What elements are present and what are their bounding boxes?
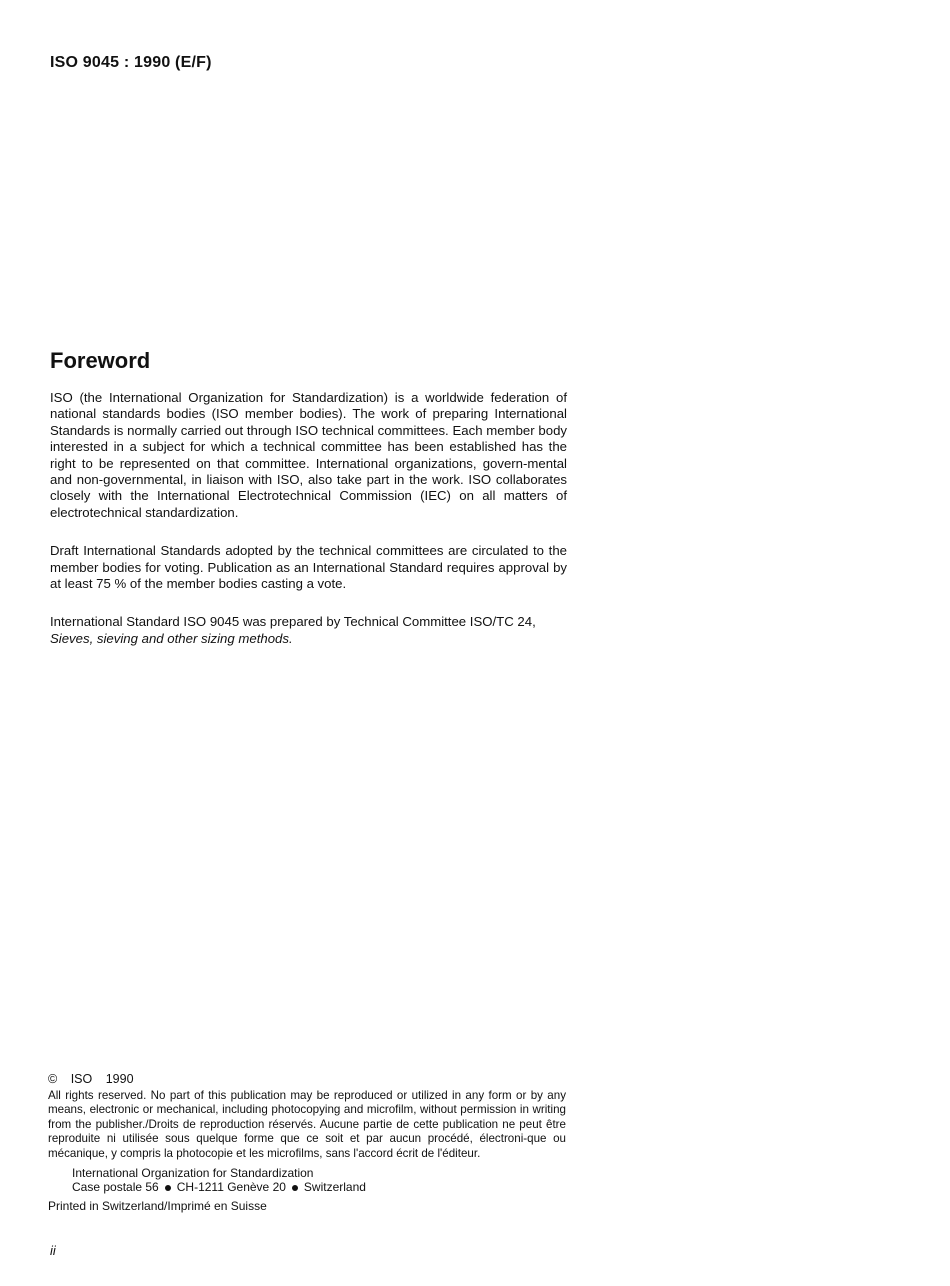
copyright-symbol: © [48, 1072, 58, 1086]
rights-statement: All rights reserved. No part of this publication may be reproduced or utilized in any form or by any means, electronic or mechanical, including photocopying and microfilm, without permission in writing from the publisher./Droits de reproduction réservés. Aucune partie de cette publication ne peut être reproduite ni utilisée sous quelque forme que ce soit et par aucun procédé, électroni-que ou mécanique, y compris la photocopie et les microfilms, sans l'accord écrit de l'éditeur. [48, 1088, 566, 1160]
address-city: CH-1211 Genève 20 [176, 1180, 286, 1195]
foreword-paragraph-2: Draft International Standards adopted by the technical committees are circulated to the member bodies for voting. Publication as an International Standard requires approval by at least 75 % of the member bodies casting a vote. [50, 543, 567, 592]
foreword-paragraph-3-text: International Standard ISO 9045 was prepared by Technical Committee ISO/TC 24, [50, 614, 536, 630]
copyright-block [48, 1072, 566, 1213]
publisher-address [72, 1166, 566, 1195]
foreword-paragraph-3 [50, 614, 567, 647]
page-number: ii [50, 1243, 56, 1258]
copyright-org: ISO [70, 1072, 93, 1086]
bullet-icon [292, 1185, 298, 1191]
copyright-year: 1990 [105, 1072, 134, 1086]
address-box: Case postale 56 [72, 1180, 159, 1195]
address-org: International Organization for Standardization [72, 1165, 314, 1180]
committee-title: Sieves, sieving and other sizing methods. [50, 630, 293, 646]
foreword-title: Foreword [50, 348, 151, 373]
address-country: Switzerland [303, 1180, 366, 1195]
foreword-paragraph-1: ISO (the International Organization for Standardization) is a worldwide federation of national standards bodies (ISO member bodies). The work of preparing International Standards is normally carried out through ISO technical committees. Each member body interested in a subject for which a technical committee has been established has the right to be represented on that committee. International organizations, govern-mental and non-governmental, in liaison with ISO, also take part in the work. ISO collaborates closely with the International Electrotechnical Commission (IEC) on all matters of electrotechnical standardization. [50, 390, 567, 520]
foreword-section [50, 346, 567, 669]
address-line [72, 1180, 566, 1195]
bullet-icon [165, 1185, 171, 1191]
document-id: ISO 9045 : 1990 (E/F) [50, 54, 212, 71]
copyright-line [48, 1072, 566, 1087]
printed-in: Printed in Switzerland/Imprimé en Suisse [48, 1198, 267, 1213]
